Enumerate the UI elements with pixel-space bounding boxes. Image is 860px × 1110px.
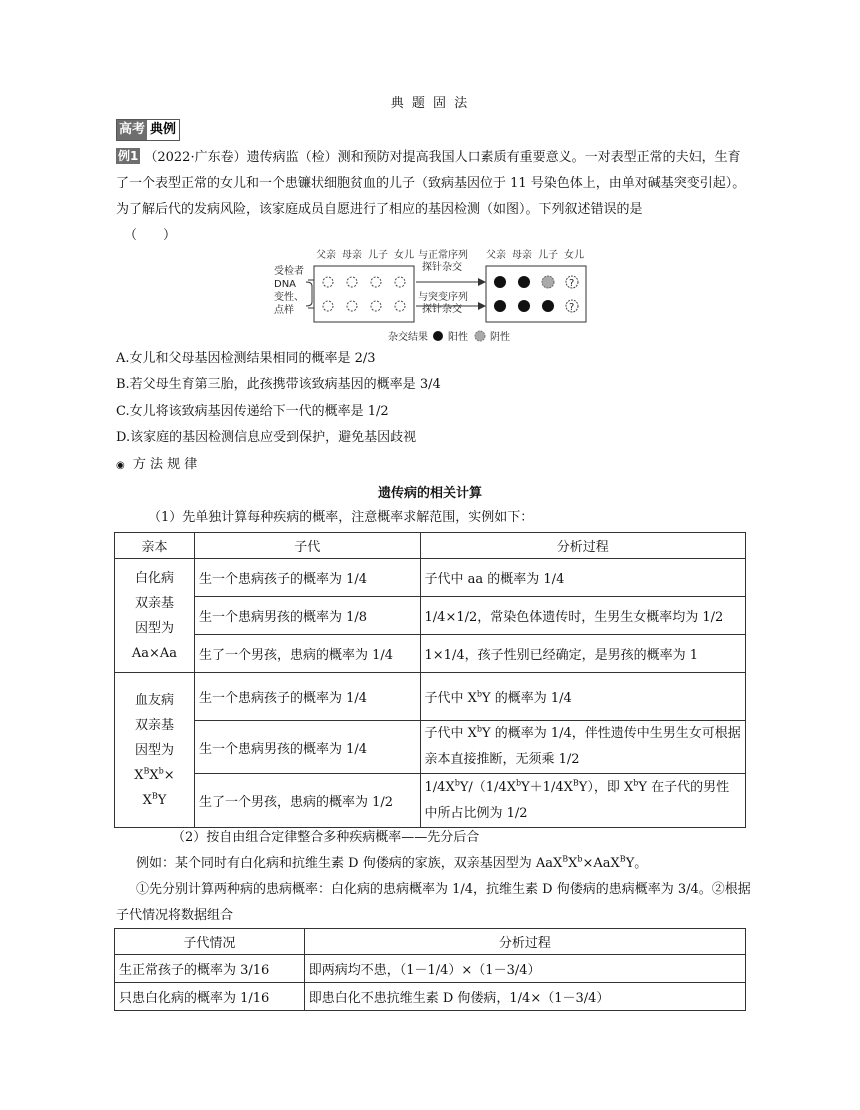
step1-text: （1）先单独计算每种疾病的概率，注意概率求解范围，实例如下： bbox=[148, 510, 534, 525]
legend-label: 杂交结果 bbox=[388, 332, 428, 343]
example-text: （2022·广东卷）遗传病监（检）测和预防对提高我国人口素质有重要意义。一对表型正常的夫妇，生育了一个表型正常的女儿和一个患镰状细胞贫血的儿子（致病基因位于 11 号染色体上，由单对碱基突变引起）。为了解后代的发病风险，该家庭成员自愿进行了相应的基因检测（如图）。下列叙述错误的是 bbox=[116, 150, 746, 217]
table2-header-offspring: 子代情况 bbox=[115, 929, 305, 955]
col-daughter-1: 女儿 bbox=[394, 250, 414, 261]
offspring-cell: 生一个患病男孩的概率为 1/4 bbox=[194, 721, 420, 774]
table-row bbox=[115, 983, 746, 1011]
col-daughter-2: 女儿 bbox=[564, 250, 584, 261]
offspring-cell: 生一个患病孩子的概率为 1/4 bbox=[194, 559, 420, 597]
table2-header-analysis: 分析过程 bbox=[304, 929, 745, 955]
col-son-2: 儿子 bbox=[538, 250, 558, 261]
result-spot-negative bbox=[542, 276, 554, 288]
offspring-cell: 生一个患病男孩的概率为 1/8 bbox=[194, 597, 420, 635]
example-stem bbox=[116, 145, 752, 249]
parent-line: 血友病 bbox=[134, 692, 174, 708]
method-heading bbox=[116, 455, 197, 476]
result-spot-positive bbox=[542, 300, 554, 312]
gaokao-example-badge bbox=[116, 119, 180, 141]
table1-header-offspring: 子代 bbox=[194, 533, 420, 559]
example2-text: 例如：某个同时有白化病和抗维生素 D 佝偻病的家族，双亲基因型为 $AaX^BX^b\times AaX^BY$。 bbox=[136, 854, 648, 871]
option-c: C.女儿将该致病基因传递给下一代的概率是 1/2 bbox=[116, 404, 389, 419]
calc-table-1 bbox=[114, 532, 746, 828]
answer-bracket: （ ） bbox=[124, 228, 177, 243]
table2-header bbox=[115, 929, 746, 955]
legend-negative-dot bbox=[475, 331, 485, 341]
option-b: B.若父母生育第三胎，此孩携带该致病基因的概率是 3/4 bbox=[116, 377, 441, 392]
parent-genotype-male: $X^BY$ bbox=[142, 791, 167, 808]
col-mother-1: 母亲 bbox=[342, 250, 362, 261]
legend-positive: 阳性 bbox=[448, 332, 468, 343]
result-spot-positive bbox=[518, 276, 530, 288]
analysis-cell: 即两病均不患，（1－1/4）×（1－3/4） bbox=[304, 955, 745, 983]
analysis-cell: 子代中 $X^bY$ 的概率为 1/4 bbox=[420, 673, 745, 721]
parent-line: 双亲基 bbox=[134, 595, 174, 611]
offspring-cell: 生了一个男孩，患病的概率为 1/2 bbox=[194, 774, 420, 828]
table1-header-parent: 亲本 bbox=[115, 533, 195, 559]
parent-line: 因型为 bbox=[134, 620, 174, 636]
analysis-cell: 1/4×1/2，常染色体遗传时，生男生女概率均为 1/2 bbox=[420, 597, 745, 635]
badge-part1: 高考 bbox=[117, 120, 147, 140]
diagram-left-label-2: DNA bbox=[274, 279, 297, 290]
result-unknown-mark: ? bbox=[569, 278, 575, 289]
offspring-cell: 只患白化病的概率为 1/16 bbox=[115, 983, 305, 1011]
method-heading-text: 方 法 规 律 bbox=[132, 457, 198, 472]
table-row bbox=[115, 774, 746, 828]
table1-header bbox=[115, 533, 746, 559]
arrow-top-label-1: 与正常序列 bbox=[418, 250, 468, 261]
badge-part2: 典例 bbox=[147, 120, 179, 140]
offspring-cell: 生一个患病孩子的概率为 1/4 bbox=[194, 673, 420, 721]
table-row bbox=[115, 559, 746, 597]
result-spot-positive bbox=[494, 300, 506, 312]
result-spot-positive bbox=[494, 276, 506, 288]
parent-line: 因型为 bbox=[134, 742, 174, 758]
section-title: 遗传病的相关计算 bbox=[377, 486, 482, 501]
offspring-cell: 生正常孩子的概率为 3/16 bbox=[115, 955, 305, 983]
col-mother-2: 母亲 bbox=[512, 250, 532, 261]
step-circle-text: ①先分别计算两种病的患病概率：白化病的患病概率为 1/4，抗维生素 D 佝偻病的患病概率为 3/4。②根据子代情况将数据组合 bbox=[116, 882, 751, 923]
diagram-left-label-4: 点样 bbox=[274, 305, 294, 316]
method-bullet-icon: ◉ bbox=[116, 460, 125, 471]
option-d: D.该家庭的基因检测信息应受到保护，避免基因歧视 bbox=[116, 430, 417, 445]
legend-positive-dot bbox=[433, 331, 443, 341]
analysis-cell: 子代中 $X^bY$ 的概率为 1/4，伴性遗传中生男生女可根据亲本直接推断，无须乘 1/2 bbox=[420, 721, 745, 774]
col-father-2: 父亲 bbox=[486, 250, 506, 261]
table-row bbox=[115, 597, 746, 635]
analysis-cell: $1/4X^bY/(1/4X^bY+1/4X^BY)$，即 $X^bY$ 在子代的男性中所占比例为 1/2 bbox=[420, 774, 745, 828]
analysis-cell: 1×1/4，孩子性别已经确定，是男孩的概率为 1 bbox=[420, 635, 745, 673]
parent-hemophilia bbox=[115, 673, 195, 828]
table-row bbox=[115, 673, 746, 721]
diagram-left-label-3: 变性、 bbox=[274, 292, 304, 303]
analysis-cell: 即患白化不患抗维生素 D 佝偻病，1/4×（1－3/4） bbox=[304, 983, 745, 1011]
col-son-1: 儿子 bbox=[368, 250, 388, 261]
analysis-cell: 子代中 aa 的概率为 1/4 bbox=[420, 559, 745, 597]
arrow-bottom-label-1: 与突变序列 bbox=[418, 292, 468, 303]
parent-albinism bbox=[115, 559, 195, 673]
table1-header-analysis: 分析过程 bbox=[420, 533, 745, 559]
result-unknown-mark: ? bbox=[569, 302, 575, 313]
table-row bbox=[115, 721, 746, 774]
parent-genotype-female: $X^BX^b\times$ bbox=[134, 766, 175, 783]
result-spot-positive bbox=[518, 300, 530, 312]
arrow-bottom-label-2: 探针杂交 bbox=[422, 304, 462, 315]
offspring-cell: 生了一个男孩，患病的概率为 1/4 bbox=[194, 635, 420, 673]
diagram-left-label-1: 受检者 bbox=[274, 266, 304, 277]
arrow-top-label-2: 探针杂交 bbox=[422, 262, 462, 273]
col-father-1: 父亲 bbox=[316, 250, 336, 261]
table-row bbox=[115, 635, 746, 673]
step2-text: （2）按自由组合定律整合多种疾病概率——先分后合 bbox=[172, 830, 480, 845]
parent-line: 双亲基 bbox=[134, 717, 174, 733]
parent-line: Aa×Aa bbox=[131, 645, 178, 661]
parent-line: 白化病 bbox=[134, 570, 174, 586]
calc-table-2 bbox=[114, 928, 746, 1011]
gene-test-diagram bbox=[268, 246, 598, 346]
option-a: A.女儿和父母基因检测结果相同的概率是 2/3 bbox=[116, 351, 376, 366]
page-title: 典 题 固 法 bbox=[390, 96, 470, 111]
table-row bbox=[115, 955, 746, 983]
legend-negative: 阴性 bbox=[490, 332, 510, 343]
example-mark: 例1 bbox=[118, 149, 139, 163]
